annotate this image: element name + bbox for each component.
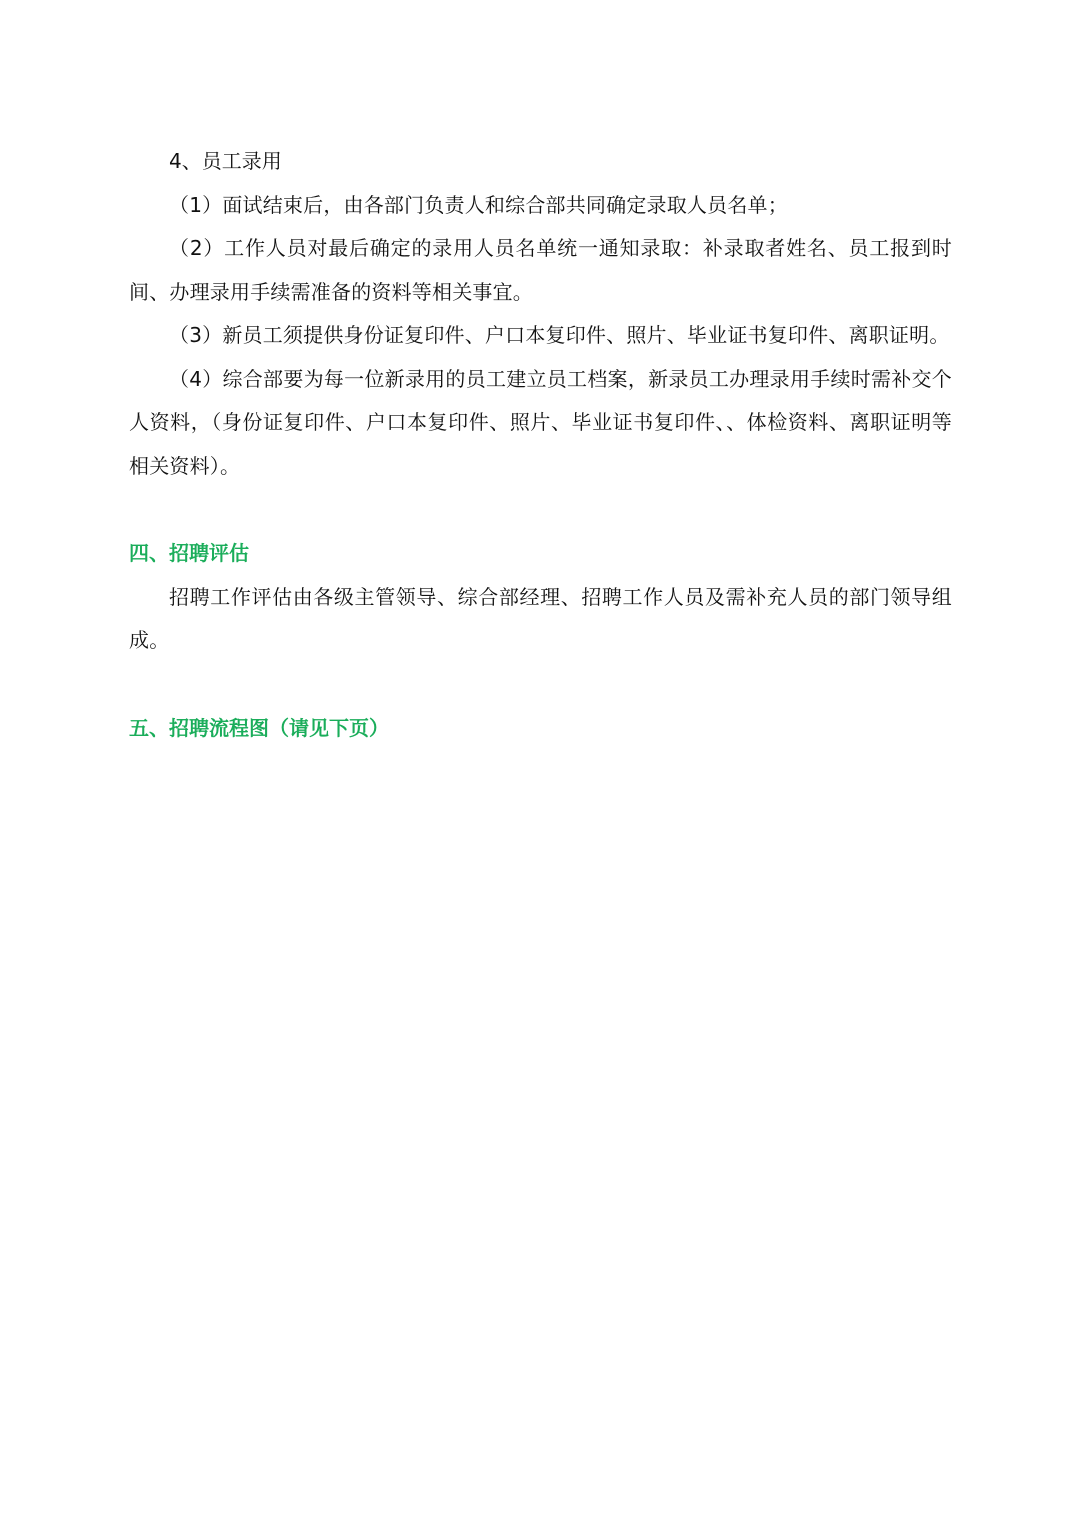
section-spacer — [129, 488, 952, 532]
paragraph-item-1: （1）面试结束后，由各部门负责人和综合部共同确定录取人员名单； — [169, 192, 788, 217]
section-heading-flowchart: 五、招聘流程图（请见下页） — [129, 715, 389, 740]
document-body — [129, 140, 952, 750]
paragraph-item-2: （2）工作人员对最后确定的录用人员名单统一通知录取：补录取者姓名、员工报到时间、办理录用手续需准备的资料等相关事宜。 — [129, 236, 952, 304]
subsection-title: 4、员工录用 — [169, 149, 282, 173]
paragraph-item-3: （3）新员工须提供身份证复印件、户口本复印件、照片、毕业证书复印件、离职证明。 — [169, 323, 950, 347]
paragraph-evaluation: 招聘工作评估由各级主管领导、综合部经理、招聘工作人员及需补充人员的部门领导组成。 — [129, 584, 952, 652]
paragraph-item-4: （4）综合部要为每一位新录用的员工建立员工档案，新录员工办理录用手续时需补交个人资料，（身份证复印件、户口本复印件、照片、毕业证书复印件、、体检资料、离职证明等相关资料）。 — [129, 366, 952, 478]
section-spacer — [129, 663, 952, 707]
section-heading-evaluation: 四、招聘评估 — [129, 541, 249, 565]
